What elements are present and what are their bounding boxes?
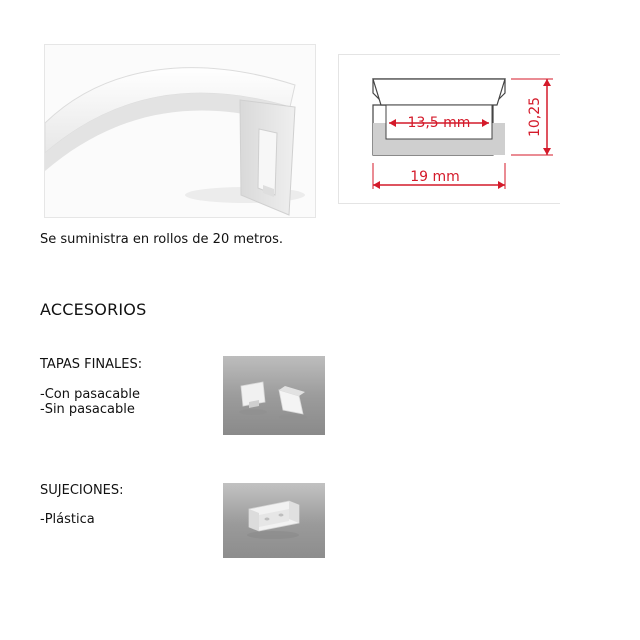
fixings-title: SUJECIONES:	[40, 483, 124, 498]
inner-width-label: 13,5 mm	[407, 115, 471, 131]
profile-illustration	[45, 45, 315, 217]
height-label: 10,25	[527, 96, 543, 138]
fixings-option: -Plástica	[40, 512, 95, 527]
supply-note: Se suministra en rollos de 20 metros.	[40, 232, 284, 247]
profile-photo	[44, 44, 316, 218]
dimension-drawing	[338, 54, 560, 204]
end-caps-option: -Con pasacable	[40, 387, 141, 402]
accessories-heading: ACCESORIOS	[40, 300, 147, 319]
outer-width-label: 19 mm	[410, 169, 460, 185]
end-caps-option: -Sin pasacable	[40, 402, 135, 417]
fixings-photo	[223, 483, 325, 558]
end-caps-photo	[223, 356, 325, 435]
end-caps-title: TAPAS FINALES:	[40, 357, 143, 372]
